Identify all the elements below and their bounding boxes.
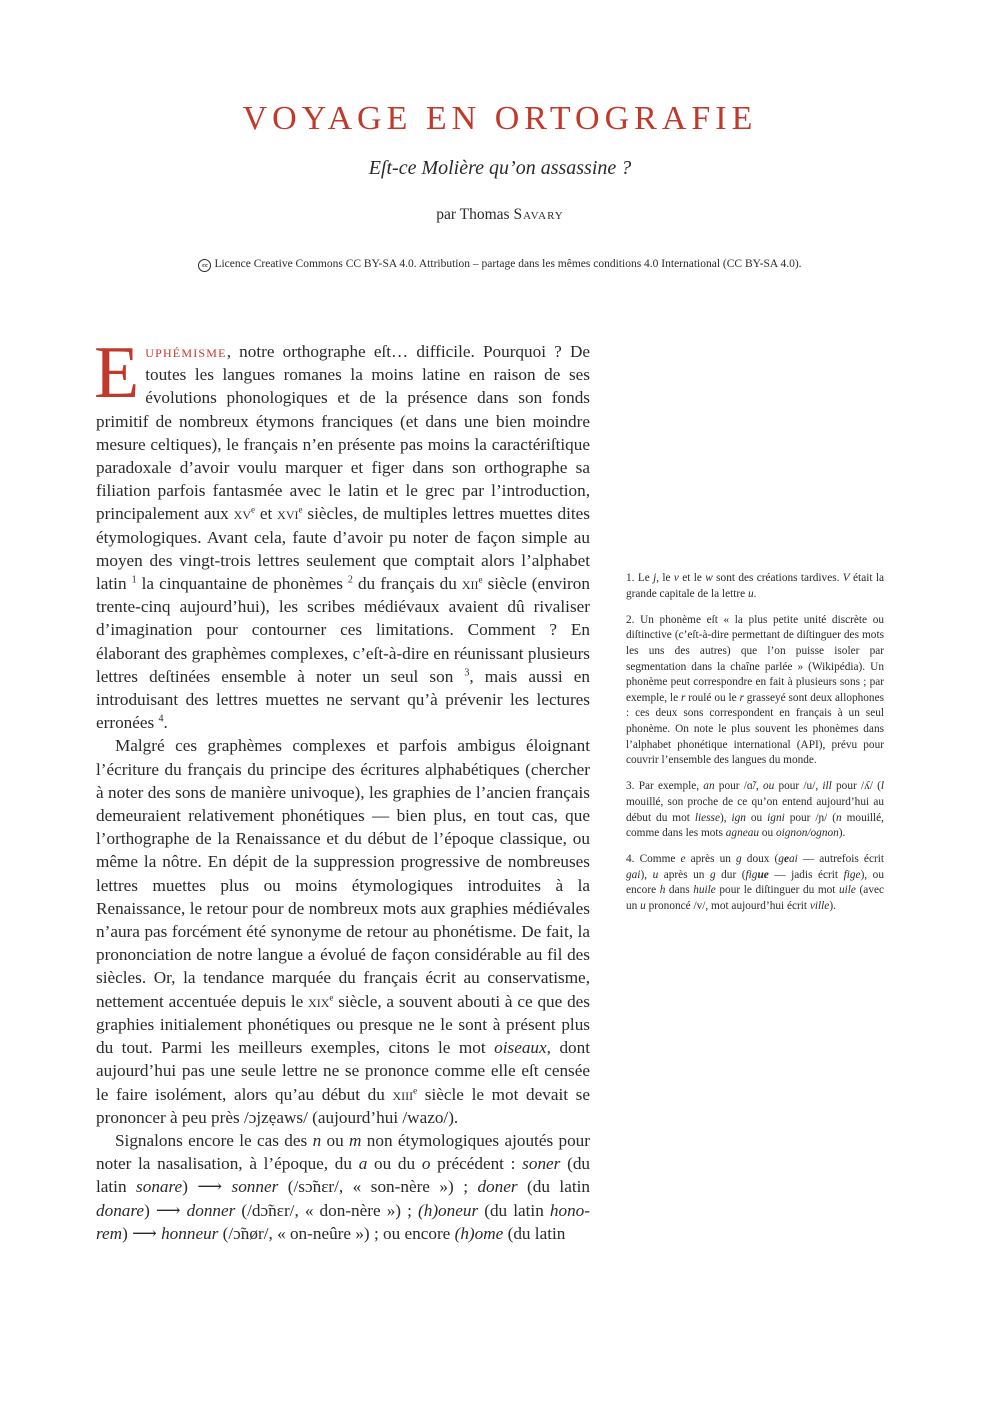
term: l <box>880 780 885 793</box>
century-xiii: xiii <box>392 1084 414 1104</box>
term: r <box>739 691 744 704</box>
sup-e: e <box>478 574 483 585</box>
footnote-4 <box>626 852 884 914</box>
sidenotes <box>626 571 884 925</box>
text-run: Le <box>634 572 654 584</box>
footnote-ref-4[interactable]: 4 <box>158 713 164 725</box>
author-line <box>0 206 1000 224</box>
term: gai <box>626 868 641 881</box>
page-title: VOYAGE EN ORTOGRAFIE <box>242 100 758 137</box>
term: honorem <box>96 1200 590 1243</box>
text-run: siècle le mot devait se prononcer à peu près /ɔjzẹaws/ (aujourd’hui /wazo/). <box>96 1084 590 1127</box>
text-run: , notre orthographe eſt… difficile. Pourquoi ? De toutes les langues romanes la moins latine en raison de ses évolutions phonologiques et de la présence dans son fonds primitif de nombreux étymons franciques (et dans une bien moindre mesure celtiques), le français n’en présente pas moins la caractériſtique paradoxale d’avoir voulu marquer et figer dans son orthographe sa filiation parfois fantasmée avec le latin et le grec par l’introduction, principalement aux <box>96 342 590 524</box>
paragraph-3 <box>96 1129 590 1245</box>
term: e <box>680 853 686 866</box>
term: liesse <box>694 811 720 824</box>
term: w <box>705 572 713 584</box>
term: r <box>680 691 686 704</box>
term: h <box>659 884 666 897</box>
text-run: Signalons encore le cas des <box>115 1130 313 1150</box>
text-run: ), ou encore <box>626 868 884 897</box>
text-run: Malgré ces graphèmes complexes et parfois ambigus éloignant l’écriture du français du principe des écritures alphabétiques (chercher à noter des sons de manière univoque), les graphies de l’ancien français demeuraient relativement phonétiques — bien plus, en tout cas, que l’orthographe de la Renaissance et du début de l’époque classique, ou même la nôtre. En dépit de la suppression progressive de nombreuses lettres muettes plus ou moins étymologiques introduites à la Renaissance, le retour pour de nombreux mots aux graphies médiévales n’aura pas forcément été synonyme de retour au phonétisme. De fait, la prononciation de notre langue a évolué de façon considérable au fil des siècles. Or, la tendance marquée du français écrit au conservatisme, nettement accentuée depuis le <box>96 736 590 1011</box>
text-run: sont des créations tardives. <box>712 572 843 584</box>
term: donare <box>96 1200 145 1220</box>
drop-cap: E <box>94 332 140 414</box>
footnote-3 <box>626 779 884 841</box>
text-run: ) ⟶ <box>182 1177 232 1197</box>
term: fig <box>745 868 758 881</box>
text-run: grasseyé sont deux allophones : ces deux sons correspondent en français à un seul phonème. On note le plus souvent les phonèmes dans l’alphabet phonétique international (API), prévu pour couvrir l’ensemble des langues du monde. <box>626 691 884 767</box>
term: ign <box>731 811 746 824</box>
text-run: dur ( <box>715 868 746 881</box>
term: sonner <box>231 1177 279 1197</box>
text-run: ou du <box>367 1154 422 1174</box>
term: u <box>652 868 659 881</box>
sup-e: e <box>251 504 255 515</box>
text-run: ou <box>745 811 768 824</box>
text-run: pour /u/, <box>774 780 823 793</box>
text-run: non étymologiques ajoutés pour noter la nasalisation, à l’époque, du <box>96 1130 590 1174</box>
text-run: prononcé /v/, mot aujourd’hui écrit <box>645 900 810 913</box>
footnote-number: 3. <box>626 780 635 793</box>
term: huile <box>693 884 716 897</box>
text-run: ), <box>719 811 732 824</box>
text-run: du français du <box>352 574 462 594</box>
term: an <box>703 780 715 793</box>
text-run: pour le diſtinguer du mot <box>715 884 839 897</box>
term: m <box>349 1130 362 1150</box>
footnote-number: 2. <box>626 613 635 626</box>
text-run: siècles, de multiples lettres muettes dites étymologiques. Avant cela, faute d’avoir pu noter de façon simple au moyen des vingt-trois lettres seulement que comptait alors l’alphabet latin <box>96 504 590 594</box>
text-run: précédent : <box>430 1154 523 1174</box>
text-run: , le <box>656 572 674 584</box>
footnote-number: 4. <box>626 853 635 866</box>
term: fige <box>843 868 861 881</box>
term: g <box>736 853 742 866</box>
term-oiseaux: oiseaux <box>494 1038 547 1058</box>
sup-e: e <box>298 504 303 515</box>
footnote-ref-2[interactable]: 2 <box>347 574 353 586</box>
term: honneur <box>161 1223 219 1243</box>
term: (h)ome <box>454 1223 504 1243</box>
text-run: (du latin <box>503 1223 566 1243</box>
term-emphasis: e <box>783 853 789 866</box>
text-run: après un <box>685 853 737 866</box>
text-run: Comme <box>634 853 681 866</box>
term: (h)oneur <box>418 1200 479 1220</box>
text-run: (du latin <box>478 1200 550 1220</box>
text-run: ), <box>640 868 653 881</box>
text-run: , mais aussi en introduisant des lettres muettes ne servant qu’à prévenir les lectures erronées <box>96 666 591 733</box>
lead-word: uphémisme <box>145 342 227 361</box>
author-surname: Savary <box>513 206 564 223</box>
text-run: pour /ɲ/ ( <box>784 811 837 824</box>
text-run: ou <box>759 827 776 840</box>
page-subtitle: Eſt-ce Molière qu’on assassine ? <box>368 157 632 179</box>
term: ai <box>788 853 798 866</box>
text-run: ) ⟶ <box>122 1223 162 1243</box>
text-run: était la grande capitale de la lettre <box>626 572 884 600</box>
term: o <box>421 1154 431 1174</box>
paragraph-1 <box>94 332 591 734</box>
term: a <box>358 1154 368 1174</box>
footnote-1 <box>626 571 884 602</box>
term: ill <box>822 780 832 793</box>
century-xix: xix <box>308 991 330 1011</box>
footnote-2 <box>626 613 884 769</box>
text-run: après un <box>658 868 710 881</box>
text-run: (/sɔ̃nɛr/, « son-nère ») ; <box>278 1177 478 1197</box>
text-run: ). <box>829 900 836 913</box>
text-run: Par exemple, <box>634 780 704 793</box>
term: uile <box>839 884 856 897</box>
text-run: et <box>255 504 278 524</box>
term: n <box>312 1130 322 1150</box>
text-run: siècle (environ trente-cinq aujourd’hui), les scribes médiévaux avaient dû rivaliser d’imagination pour contourner ces limitations. Comment ? En élaborant des graphèmes complexes, c’eſt-à-dire en réunissant plusieurs lettres deſtinées ensemble à noter un seul son <box>96 574 590 686</box>
text-run: dans <box>665 884 694 897</box>
text-run: (du latin <box>96 1154 591 1197</box>
term: donner <box>186 1200 236 1220</box>
sup-e: e <box>329 991 334 1002</box>
term: doner <box>477 1177 518 1197</box>
text-run: siècle, a souvent abouti à ce que des graphies initialement phonétiques ou presque ne le sont à présent plus du tout. Parmi les meilleurs exemples, citons le mot <box>96 991 590 1058</box>
author-prefix: par Thomas <box>436 206 510 223</box>
term: n <box>836 811 842 824</box>
text-run: la cinquantaine de phonèmes <box>136 574 348 594</box>
cc-icon: cc <box>198 259 211 272</box>
text-run: pour /ɑ̃/, <box>714 780 763 793</box>
text-run: (avec un <box>626 884 884 913</box>
text-run: mouillé, comme dans les mots <box>626 811 884 840</box>
main-text <box>94 332 591 1245</box>
term: oignon/ognon <box>776 827 839 840</box>
text-run: doux ( <box>741 853 779 866</box>
text-run: (/dɔ̃nɛr/, « don-nère ») ; <box>235 1200 418 1220</box>
term-emphasis: ue <box>757 868 769 881</box>
term: v <box>673 572 679 584</box>
text-run: et le <box>678 572 706 584</box>
term: V <box>842 572 850 584</box>
text-run: — autrefois écrit <box>797 853 884 866</box>
license-text: Licence Creative Commons CC BY-SA 4.0. Attribution – partage dans les mêmes conditions 4.0 International (CC BY-SA 4.0). <box>214 258 802 270</box>
text-run: (/ɔ̃nør/, « on-neûre ») ; ou encore <box>218 1223 455 1243</box>
term: g <box>709 868 716 881</box>
term: u <box>748 587 754 600</box>
century-xv: xv <box>233 504 251 524</box>
sup-e: e <box>413 1084 418 1095</box>
paragraph-2 <box>96 734 590 1128</box>
text-run: ou <box>321 1130 350 1150</box>
term: ou <box>762 780 775 793</box>
text-run: ). <box>838 827 846 840</box>
text-run: — jadis écrit <box>768 868 844 881</box>
text-run: Un phonème eſt « la plus petite unité discrète ou diſtinctive (c’eſt-à-dire permettant de diſtinguer des mots les uns des autres) que l’on puisse isoler par segmentation dans la chaîne parlée » (Wikipédia). Un phonème peut correspondre en fait à plusieurs sons ; par exemple, le <box>626 613 884 704</box>
text-run: (du latin <box>517 1177 590 1197</box>
text-run: mouillé, son proche de ce qu’on entend aujourd’hui au début du mot <box>626 795 884 824</box>
term: j <box>653 572 657 584</box>
term: g <box>778 853 784 866</box>
term: u <box>640 900 646 913</box>
text-run: , dont aujourd’hui pas une seule lettre ne se prononce comme elle eſt censée le faire isolément, alors qu’au début du <box>96 1038 590 1104</box>
term: ville <box>809 900 830 913</box>
footnote-ref-1[interactable]: 1 <box>131 574 137 586</box>
term: sonare <box>136 1177 183 1197</box>
century-xii: xii <box>461 574 479 594</box>
text-run: roulé ou le <box>685 691 740 704</box>
text-run: ) ⟶ <box>144 1200 187 1220</box>
term: igni <box>767 811 785 824</box>
text-run: . <box>753 587 757 600</box>
footnote-number: 1. <box>626 572 635 584</box>
license-line <box>0 258 1000 272</box>
term: soner <box>522 1154 561 1174</box>
text-run: pour /ʎ/ ( <box>831 780 881 793</box>
text-run: . <box>163 713 168 733</box>
term: agneau <box>725 827 760 840</box>
footnote-ref-3[interactable]: 3 <box>464 667 470 679</box>
century-xvi: xvi <box>277 504 299 524</box>
